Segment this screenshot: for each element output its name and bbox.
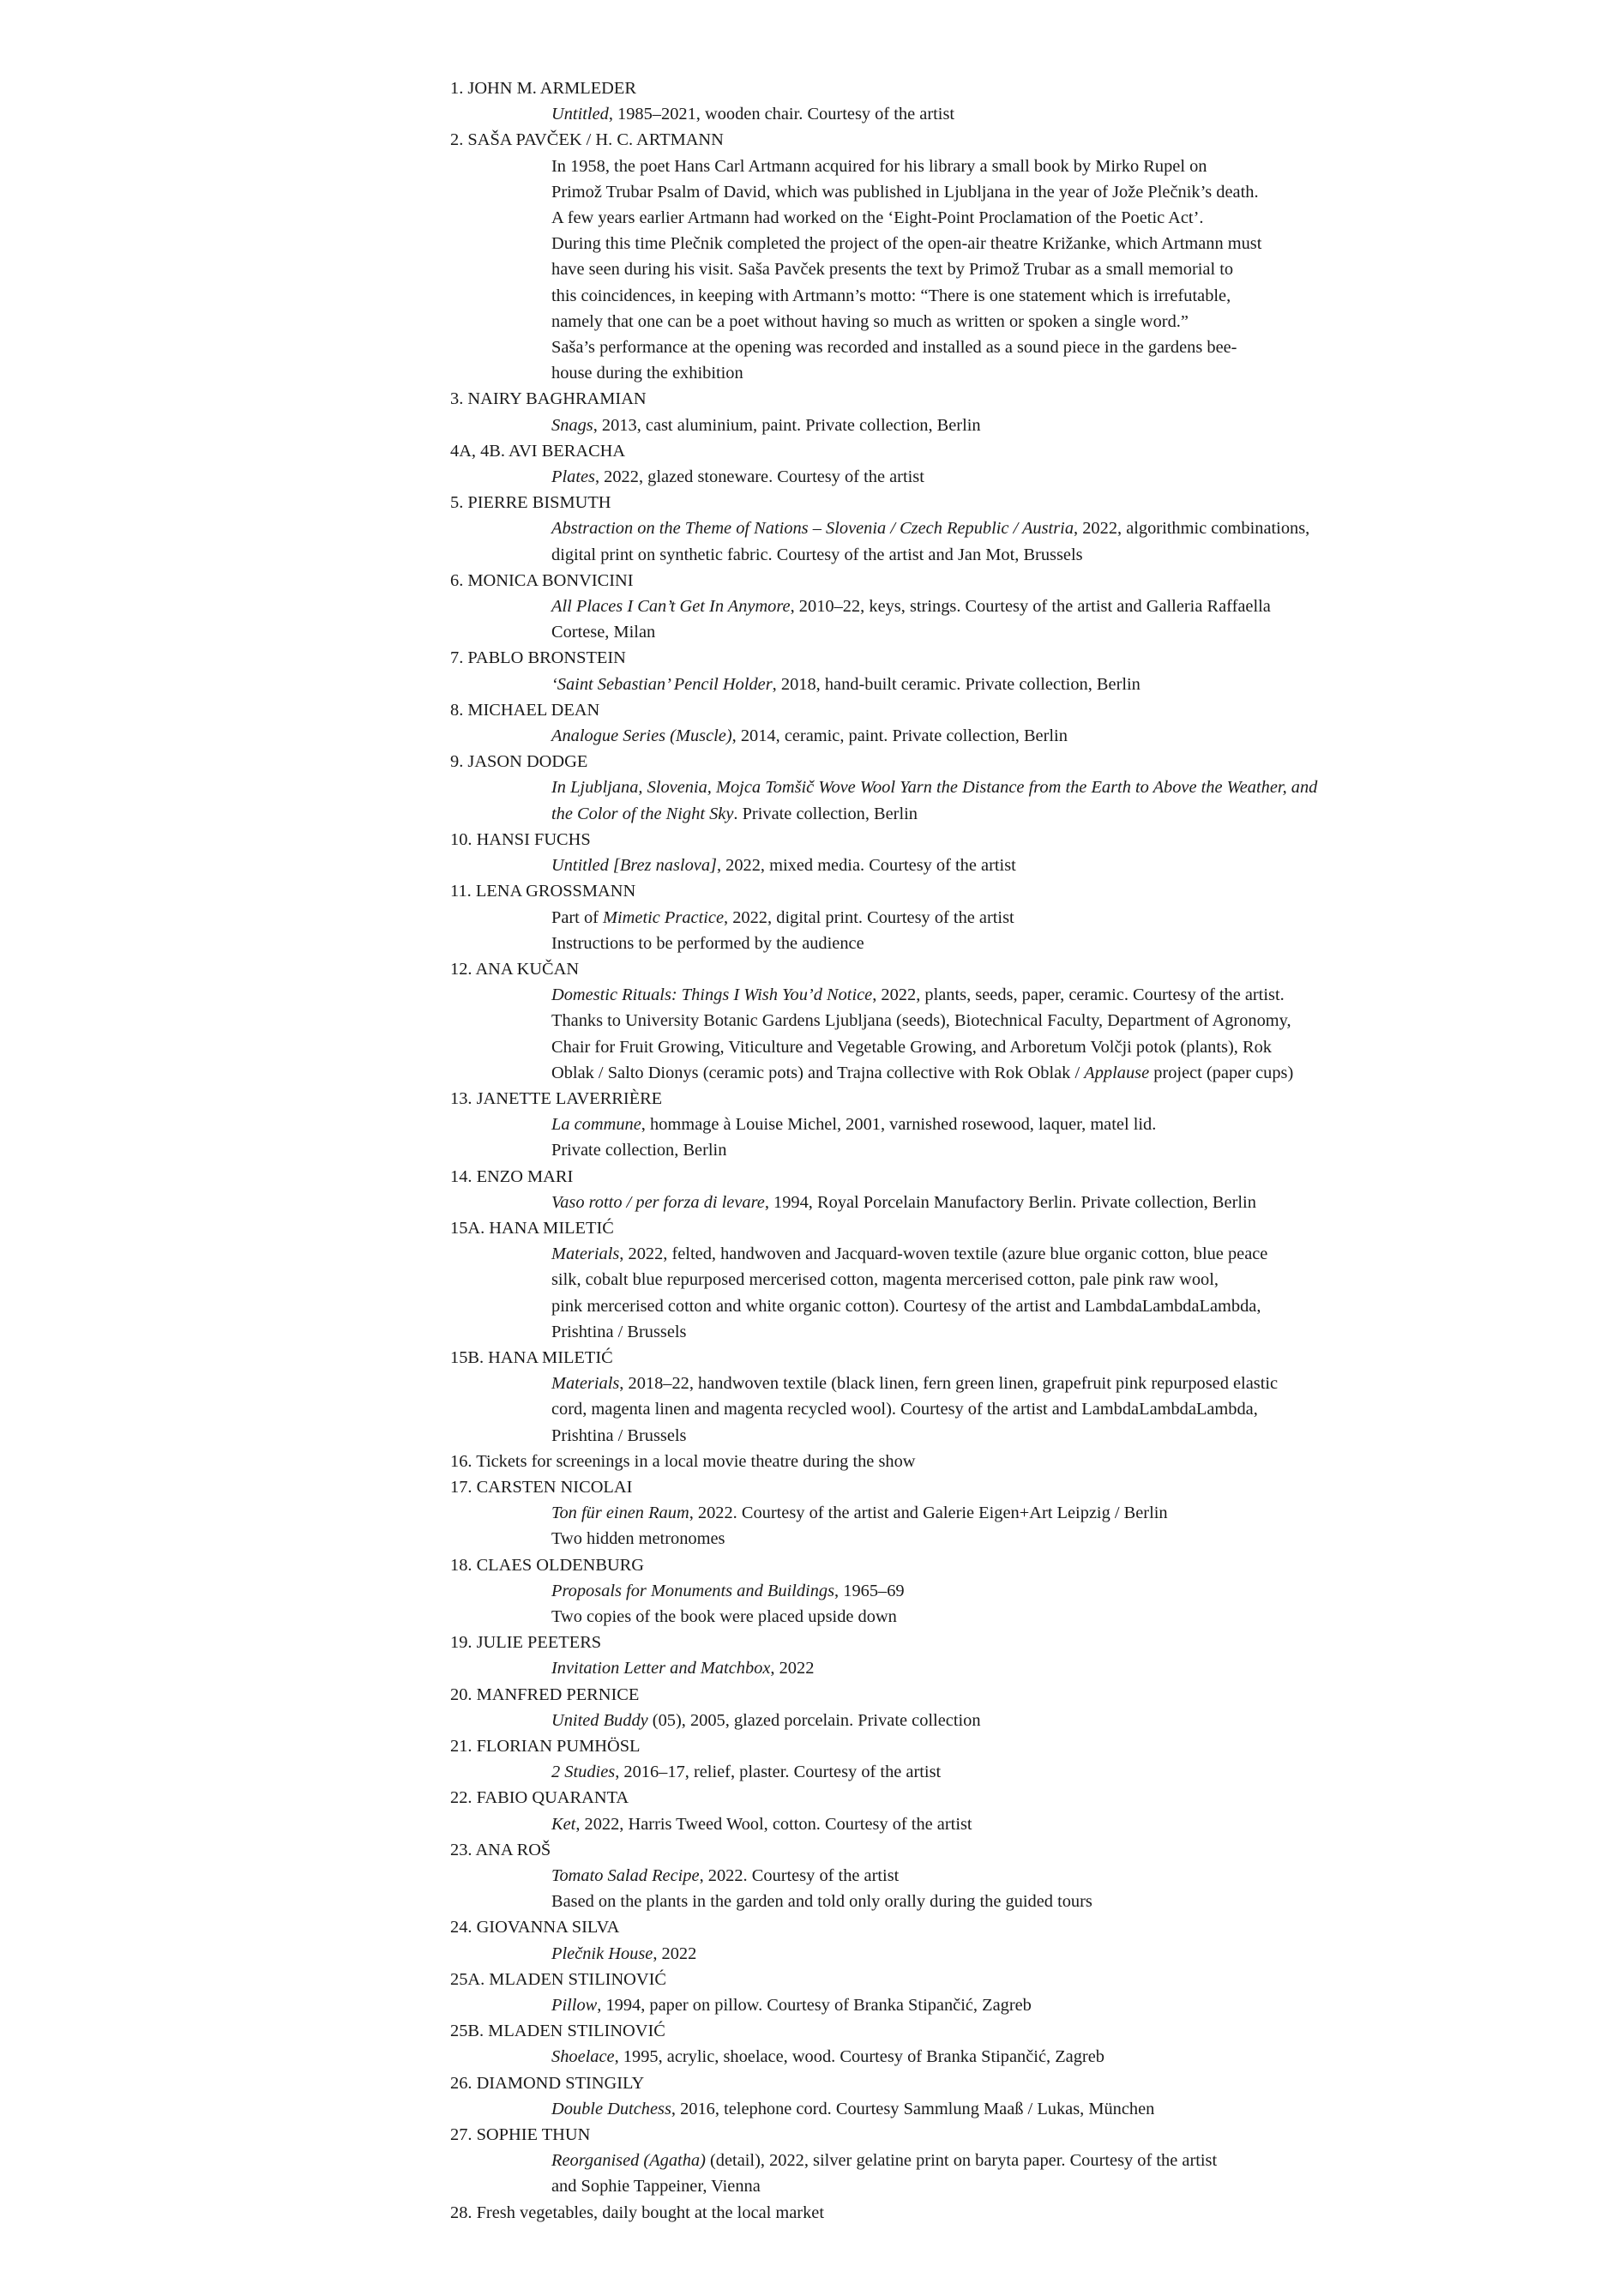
- entry-body-line: Prishtina / Brussels: [551, 1425, 687, 1445]
- entry-body-line: Thanks to University Botanic Gardens Ljubljana (seeds), Biotechnical Faculty, Department of Agronomy,: [551, 1011, 1291, 1031]
- work-title-italic: Invitation Letter and Matchbox: [551, 1659, 771, 1678]
- work-title-italic: Domestic Rituals: Things I Wish You’d Notice: [551, 985, 873, 1005]
- checklist-entry: [450, 1474, 1492, 1552]
- work-title-italic: Snags: [551, 415, 593, 435]
- entry-body-line: Plečnik House, 2022: [551, 1943, 697, 1963]
- entry-body-line: Private collection, Berlin: [551, 1141, 727, 1160]
- entry-title: 19. JULIE PEETERS: [450, 1633, 602, 1653]
- entry-title: 4A, 4B. AVI BERACHA: [450, 441, 626, 461]
- entry-title: 25B. MLADEN STILINOVIĆ: [450, 2022, 665, 2041]
- work-title-italic: Untitled [Brez naslova]: [551, 856, 717, 876]
- entry-title: 2. SAŠA PAVČEK / H. C. ARTMANN: [450, 130, 724, 150]
- entry-body-line: Proposals for Monuments and Buildings, 1965–69: [551, 1581, 905, 1600]
- entry-title: 22. FABIO QUARANTA: [450, 1788, 629, 1808]
- entry-body-line: Ket, 2022, Harris Tweed Wool, cotton. Courtesy of the artist: [551, 1814, 972, 1834]
- entry-body-line: house during the exhibition: [551, 364, 743, 383]
- checklist-entry: [450, 75, 1492, 127]
- entry-body-line: Ton für einen Raum, 2022. Courtesy of the artist and Galerie Eigen+Art Leipzig / Berlin: [551, 1504, 1168, 1523]
- entry-body: [450, 1190, 1492, 1215]
- work-title-italic: Vaso rotto / per forza di levare: [551, 1192, 765, 1212]
- work-title-italic: the Color of the Night Sky: [551, 804, 734, 823]
- work-title-italic: Materials: [551, 1244, 620, 1264]
- entry-title: 9. JASON DODGE: [450, 752, 588, 772]
- entry-body: [450, 723, 1492, 749]
- entry-body: [450, 464, 1492, 490]
- entry-body: [450, 1811, 1492, 1837]
- entry-body: [450, 1655, 1492, 1681]
- work-title-italic: Plečnik House: [551, 1943, 653, 1963]
- work-title-italic: All Places I Can’t Get In Anymore: [551, 597, 791, 617]
- work-title-italic: 2 Studies: [551, 1763, 616, 1782]
- entry-body-line: Materials, 2022, felted, handwoven and Jacquard-woven textile (azure blue organic cotton, blue peace: [551, 1244, 1268, 1264]
- entry-body-line: All Places I Can’t Get In Anymore, 2010–22, keys, strings. Courtesy of the artist and Galleria Raffaella: [551, 597, 1271, 617]
- entry-body-line: Pillow, 1994, paper on pillow. Courtesy of Branka Stipančić, Zagreb: [551, 1996, 1032, 2016]
- work-title-italic: Materials: [551, 1374, 620, 1394]
- entry-body-line: Double Dutchess, 2016, telephone cord. Courtesy Sammlung Maaß / Lukas, München: [551, 2099, 1155, 2118]
- entry-body-line: Instructions to be performed by the audience: [551, 933, 864, 953]
- entry-body-line: Snags, 2013, cast aluminium, paint. Private collection, Berlin: [551, 415, 981, 435]
- entry-body: [450, 905, 1492, 956]
- checklist-entry: [450, 127, 1492, 386]
- entry-title: 10. HANSI FUCHS: [450, 829, 591, 849]
- entry-title: 16. Tickets for screenings in a local movie theatre during the show: [450, 1451, 916, 1471]
- entry-body: [450, 2096, 1492, 2122]
- checklist-entry: [450, 2070, 1492, 2122]
- entry-body: [450, 1500, 1492, 1552]
- entry-title: 28. Fresh vegetables, daily bought at the local market: [450, 2203, 825, 2222]
- checklist-entry: [450, 1682, 1492, 1733]
- work-title-italic: Mimetic Practice: [603, 907, 725, 927]
- checklist-entry: [450, 1164, 1492, 1215]
- entry-body: [450, 154, 1492, 387]
- entry-body: [450, 1759, 1492, 1785]
- entry-body-line: have seen during his visit. Saša Pavček presents the text by Primož Trubar as a small memorial to: [551, 260, 1234, 280]
- entry-title: 24. GIOVANNA SILVA: [450, 1918, 620, 1937]
- entry-body-line: Tomato Salad Recipe, 2022. Courtesy of the artist: [551, 1866, 900, 1886]
- entry-body: [450, 1578, 1492, 1630]
- entry-body-line: Domestic Rituals: Things I Wish You’d Notice, 2022, plants, seeds, paper, ceramic. Courtesy of the artist.: [551, 985, 1285, 1005]
- entry-body-line: cord, magenta linen and magenta recycled wool). Courtesy of the artist and LambdaLambdaLambda,: [551, 1400, 1258, 1419]
- entry-body: [450, 594, 1492, 645]
- entry-body-line: Part of Mimetic Practice, 2022, digital print. Courtesy of the artist: [551, 907, 1014, 927]
- checklist-entry: [450, 1967, 1492, 2018]
- entry-body-line: Plates, 2022, glazed stoneware. Courtesy of the artist: [551, 467, 924, 487]
- entry-title: 17. CARSTEN NICOLAI: [450, 1477, 633, 1497]
- work-title-italic: Applause: [1084, 1063, 1150, 1082]
- entry-body-line: Untitled [Brez naslova], 2022, mixed media. Courtesy of the artist: [551, 856, 1016, 876]
- entry-body-line: ‘Saint Sebastian’ Pencil Holder, 2018, hand-built ceramic. Private collection, Berlin: [551, 674, 1141, 694]
- entry-body-line: Oblak / Salto Dionys (ceramic pots) and Trajna collective with Rok Oblak / Applause project (paper cups): [551, 1063, 1294, 1082]
- checklist-entry: [450, 1449, 1492, 1474]
- entry-body-line: [551, 774, 1492, 800]
- entry-title: 11. LENA GROSSMANN: [450, 882, 636, 901]
- entry-title: 20. MANFRED PERNICE: [450, 1684, 640, 1704]
- entry-body-line: Invitation Letter and Matchbox, 2022: [551, 1659, 815, 1678]
- entry-body-line: Reorganised (Agatha) (detail), 2022, silver gelatine print on baryta paper. Courtesy of the artist: [551, 2151, 1218, 2171]
- entry-title: 8. MICHAEL DEAN: [450, 700, 600, 720]
- entry-title: 1. JOHN M. ARMLEDER: [450, 79, 636, 98]
- checklist-entry: [450, 1630, 1492, 1681]
- entry-body-line: 2 Studies, 2016–17, relief, plaster. Courtesy of the artist: [551, 1763, 942, 1782]
- entry-title: 18. CLAES OLDENBURG: [450, 1555, 644, 1575]
- entry-body-line: In 1958, the poet Hans Carl Artmann acquired for his library a small book by Mirko Rupel on: [551, 156, 1207, 176]
- entry-body: [450, 2148, 1492, 2199]
- entry-body: [450, 1371, 1492, 1449]
- checklist-entry: [450, 697, 1492, 749]
- work-title-italic: United Buddy: [551, 1710, 648, 1730]
- entry-body-line: La commune, hommage à Louise Michel, 2001, varnished rosewood, laquer, matel lid.: [551, 1115, 1157, 1135]
- entry-title: 13. JANETTE LAVERRIÈRE: [450, 1088, 663, 1108]
- entry-body-line: Untitled, 1985–2021, wooden chair. Courtesy of the artist: [551, 105, 955, 124]
- entry-body: [450, 853, 1492, 878]
- checklist-entry: [450, 749, 1492, 827]
- work-title-italic: Analogue Series (Muscle): [551, 726, 732, 746]
- checklist-entry: [450, 2018, 1492, 2070]
- checklist-entry: [450, 1785, 1492, 1836]
- entry-body: [450, 1941, 1492, 1967]
- checklist-entry: [450, 1086, 1492, 1164]
- entry-body-line: Prishtina / Brussels: [551, 1322, 687, 1341]
- entry-body-line: Chair for Fruit Growing, Viticulture and Vegetable Growing, and Arboretum Volčji potok (plants), Rok: [551, 1037, 1272, 1057]
- entry-body: [450, 672, 1492, 697]
- entry-body-line: Shoelace, 1995, acrylic, shoelace, wood. Courtesy of Branka Stipančić, Zagreb: [551, 2047, 1104, 2067]
- entry-body-line: Two hidden metronomes: [551, 1529, 725, 1549]
- entry-title: 6. MONICA BONVICINI: [450, 570, 634, 590]
- entry-body-line: Two copies of the book were placed upside down: [551, 1606, 897, 1626]
- checklist-entry: [450, 1914, 1492, 1966]
- work-title-italic: Ket: [551, 1814, 576, 1834]
- exhibition-checklist: [450, 75, 1492, 2226]
- entry-title: 15A. HANA MILETIĆ: [450, 1218, 614, 1238]
- entry-body: [450, 413, 1492, 438]
- entry-body: [450, 1708, 1492, 1733]
- checklist-entry: [450, 1837, 1492, 1915]
- entry-body-line: the Color of the Night Sky. Private collection, Berlin: [551, 804, 918, 823]
- work-title-italic: ‘Saint Sebastian’ Pencil Holder: [551, 674, 773, 694]
- work-title-italic: Double Dutchess: [551, 2099, 671, 2118]
- checklist-entry: [450, 1733, 1492, 1785]
- work-title-italic: Proposals for Monuments and Buildings: [551, 1581, 835, 1600]
- entry-body-line: this coincidences, in keeping with Artmann’s motto: “There is one statement which is irrefutable,: [551, 286, 1231, 305]
- entry-title: 21. FLORIAN PUMHÖSL: [450, 1737, 641, 1756]
- entry-body-line: namely that one can be a poet without having so much as written or spoken a single word.”: [551, 311, 1189, 331]
- entry-body: [450, 982, 1492, 1086]
- work-title-italic: Shoelace: [551, 2047, 615, 2067]
- entry-body-line: pink mercerised cotton and white organic cotton). Courtesy of the artist and LambdaLambdaLambda,: [551, 1296, 1261, 1316]
- entry-title: 14. ENZO MARI: [450, 1166, 574, 1186]
- entry-title: 27. SOPHIE THUN: [450, 2125, 591, 2145]
- checklist-entry: [450, 2200, 1492, 2226]
- work-title-italic: Abstraction on the Theme of Nations – Slovenia / Czech Republic / Austria: [551, 519, 1074, 539]
- entry-body-line: silk, cobalt blue repurposed mercerised cotton, magenta mercerised cotton, pale pink raw wool,: [551, 1270, 1219, 1290]
- entry-body-line: and Sophie Tappeiner, Vienna: [551, 2177, 761, 2197]
- entry-body: [450, 2044, 1492, 2070]
- checklist-entry: [450, 490, 1492, 568]
- entry-body-line: Vaso rotto / per forza di levare, 1994, Royal Porcelain Manufactory Berlin. Private collection, Berlin: [551, 1192, 1256, 1212]
- entry-body-line: Abstraction on the Theme of Nations – Slovenia / Czech Republic / Austria, 2022, algorithmic combinations,: [551, 519, 1310, 539]
- entry-body: [450, 1863, 1492, 1914]
- work-title-italic: Reorganised (Agatha): [551, 2151, 706, 2171]
- checklist-entry: [450, 878, 1492, 956]
- entry-body: [450, 1241, 1492, 1345]
- entry-title: 3. NAIRY BAGHRAMIAN: [450, 389, 647, 409]
- checklist-entry: [450, 1552, 1492, 1630]
- entry-body-line: Analogue Series (Muscle), 2014, ceramic, paint. Private collection, Berlin: [551, 726, 1068, 746]
- entry-body-line: During this time Plečnik completed the project of the open-air theatre Križanke, which Artmann must: [551, 234, 1262, 254]
- entry-title: 26. DIAMOND STINGILY: [450, 2073, 645, 2093]
- entry-title: 23. ANA ROŠ: [450, 1840, 551, 1859]
- entry-body-line: digital print on synthetic fabric. Courtesy of the artist and Jan Mot, Brussels: [551, 545, 1083, 564]
- work-title-italic: In Ljubljana, Slovenia, Mojca Tomšič Wove Wool Yarn the Distance from the Earth to Above the Weather, and: [551, 778, 1318, 798]
- checklist-entry: [450, 568, 1492, 646]
- entry-body: [450, 1112, 1492, 1163]
- work-title-italic: Pillow: [551, 1996, 598, 2016]
- entry-body-line: Materials, 2018–22, handwoven textile (black linen, fern green linen, grapefruit pink repurposed elastic: [551, 1374, 1279, 1394]
- checklist-entry: [450, 1345, 1492, 1449]
- entry-title: 12. ANA KUČAN: [450, 959, 580, 979]
- work-title-italic: Ton für einen Raum: [551, 1504, 689, 1523]
- checklist-entry: [450, 956, 1492, 1086]
- checklist-entry: [450, 438, 1492, 490]
- checklist-entry: [450, 645, 1492, 696]
- checklist-entry: [450, 386, 1492, 437]
- entry-title: 7. PABLO BRONSTEIN: [450, 648, 626, 668]
- entry-body: [450, 101, 1492, 127]
- work-title-italic: Tomato Salad Recipe: [551, 1866, 700, 1886]
- entry-body-line: United Buddy (05), 2005, glazed porcelain. Private collection: [551, 1710, 981, 1730]
- entry-body-line: Cortese, Milan: [551, 623, 656, 642]
- entry-body-line: A few years earlier Artmann had worked on the ‘Eight-Point Proclamation of the Poetic Act’.: [551, 208, 1204, 228]
- entry-title: 15B. HANA MILETIĆ: [450, 1347, 613, 1367]
- work-title-italic: Untitled: [551, 105, 609, 124]
- entry-title: 25A. MLADEN STILINOVIĆ: [450, 1969, 667, 1989]
- entry-body: [450, 1992, 1492, 2018]
- entry-body: [450, 515, 1492, 567]
- work-title-italic: Plates: [551, 467, 595, 487]
- checklist-entry: [450, 2122, 1492, 2200]
- entry-body-line: Primož Trubar Psalm of David, which was published in Ljubljana in the year of Jože Plečnik’s death.: [551, 182, 1259, 202]
- entry-body-line: Based on the plants in the garden and told only orally during the guided tours: [551, 1892, 1092, 1912]
- entry-body: [450, 774, 1492, 826]
- work-title-italic: La commune: [551, 1115, 641, 1135]
- checklist-entry: [450, 827, 1492, 878]
- entry-title: 5. PIERRE BISMUTH: [450, 493, 611, 513]
- entry-body-line: Saša’s performance at the opening was recorded and installed as a sound piece in the gardens bee-: [551, 338, 1237, 358]
- checklist-entry: [450, 1215, 1492, 1345]
